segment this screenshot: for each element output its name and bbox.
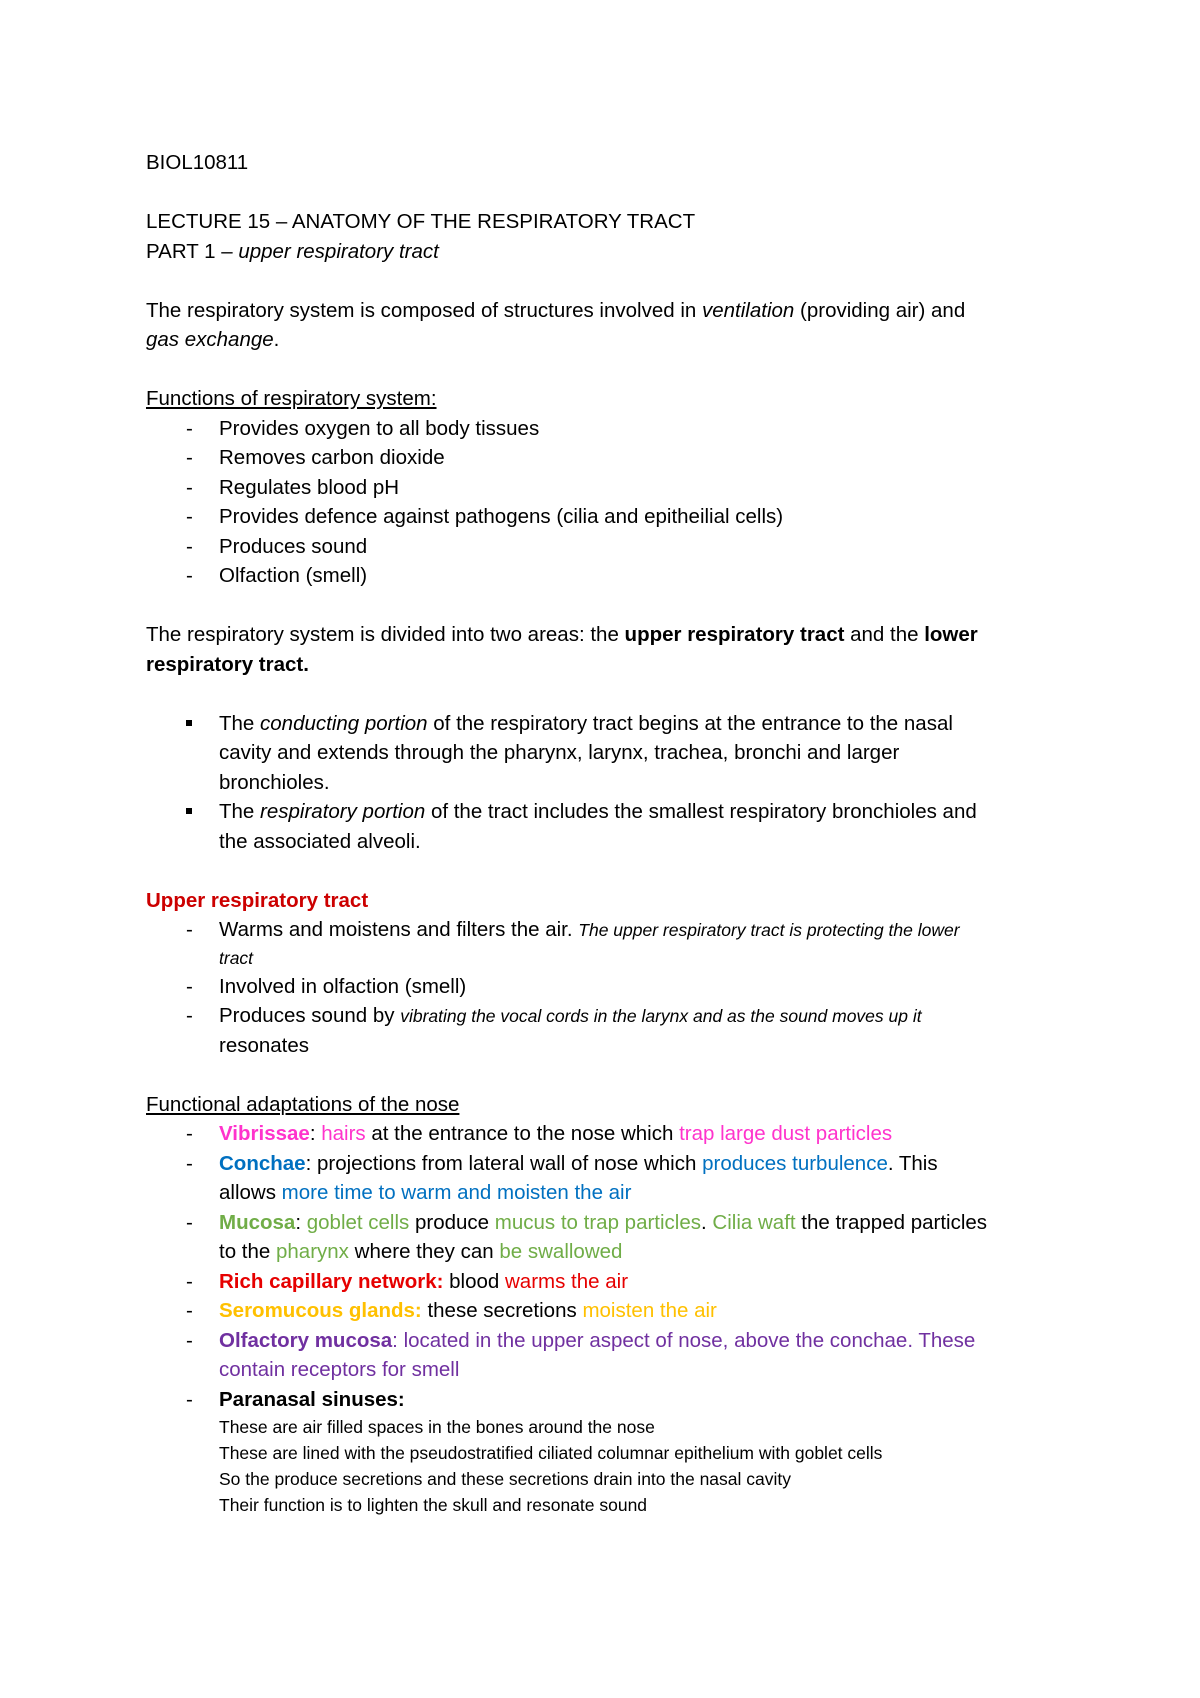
list-item: - Produces sound xyxy=(186,534,368,558)
square-bullet-icon xyxy=(186,720,192,726)
list-item: - Olfaction (smell) xyxy=(186,564,368,587)
list-item: - Paranasal sinuses: These are air filled spaces in the bones around the nose These are lined with the pseudostratified ciliated columnar epithelium with goblet cells So the produce secretions and these secretions drain into the nasal cavity Their function is to lighten the skull and resonate sound xyxy=(186,1387,883,1515)
lecture-title: LECTURE 15 – ANATOMY OF THE RESPIRATORY TRACT xyxy=(146,210,696,233)
list-item: - Rich capillary network: blood warms the air xyxy=(186,1269,629,1293)
portions-list xyxy=(146,709,1076,857)
list-item: - Warms and moistens and filters the air. The upper respiratory tract is protecting the lower tract xyxy=(186,918,960,968)
part-title: PART 1 – upper respiratory tract xyxy=(146,239,439,263)
document-content xyxy=(146,148,1076,1518)
intro-paragraph: The respiratory system is composed of structures involved in ventilation (providing air) and gas exchange. xyxy=(146,298,966,351)
list-item: The conducting portion of the respiratory tract begins at the entrance to the nasal cavity and extends through the pharynx, larynx, trachea, bronchi and larger bronchioles. xyxy=(146,709,1076,798)
list-item: - Provides oxygen to all body tissues xyxy=(186,416,540,440)
list-item: - Mucosa: goblet cells produce mucus to trap particles. Cilia waft the trapped particles to the pharynx where they can be swallowed xyxy=(186,1210,988,1263)
list-item: - Seromucous glands: these secretions moisten the air xyxy=(186,1299,717,1322)
list-item: - Olfactory mucosa: located in the upper aspect of nose, above the conchae. These contain receptors for smell xyxy=(186,1328,976,1381)
list-item: - Provides defence against pathogens (cilia and epitheilial cells) xyxy=(186,505,784,528)
nose-heading: Functional adaptations of the nose xyxy=(146,1092,460,1116)
divided-paragraph: The respiratory system is divided into two areas: the upper respiratory tract and the lower respiratory tract. xyxy=(146,623,978,676)
upper-tract-list xyxy=(146,915,1076,1060)
list-item: - Produces sound by vibrating the vocal cords in the larynx and as the sound moves up it resonates xyxy=(186,1004,922,1057)
list-item: - Regulates blood pH xyxy=(186,475,400,499)
course-code: BIOL10811 xyxy=(146,151,249,174)
square-bullet-icon xyxy=(186,808,192,814)
list-item: The respiratory portion of the tract includes the smallest respiratory bronchioles and the associated alveoli. xyxy=(146,797,1076,856)
list-item: - Conchae: projections from lateral wall of nose which produces turbulence. This allows more time to warm and moisten the air xyxy=(186,1151,938,1204)
upper-tract-heading: Upper respiratory tract xyxy=(146,888,369,912)
functions-heading: Functions of respiratory system: xyxy=(146,387,437,410)
nose-list xyxy=(146,1119,1076,1518)
list-item: - Involved in olfaction (smell) xyxy=(186,974,467,998)
list-item: - Removes carbon dioxide xyxy=(186,446,445,469)
list-item: - Vibrissae: hairs at the entrance to the nose which trap large dust particles xyxy=(186,1122,893,1145)
functions-list xyxy=(146,414,1076,591)
